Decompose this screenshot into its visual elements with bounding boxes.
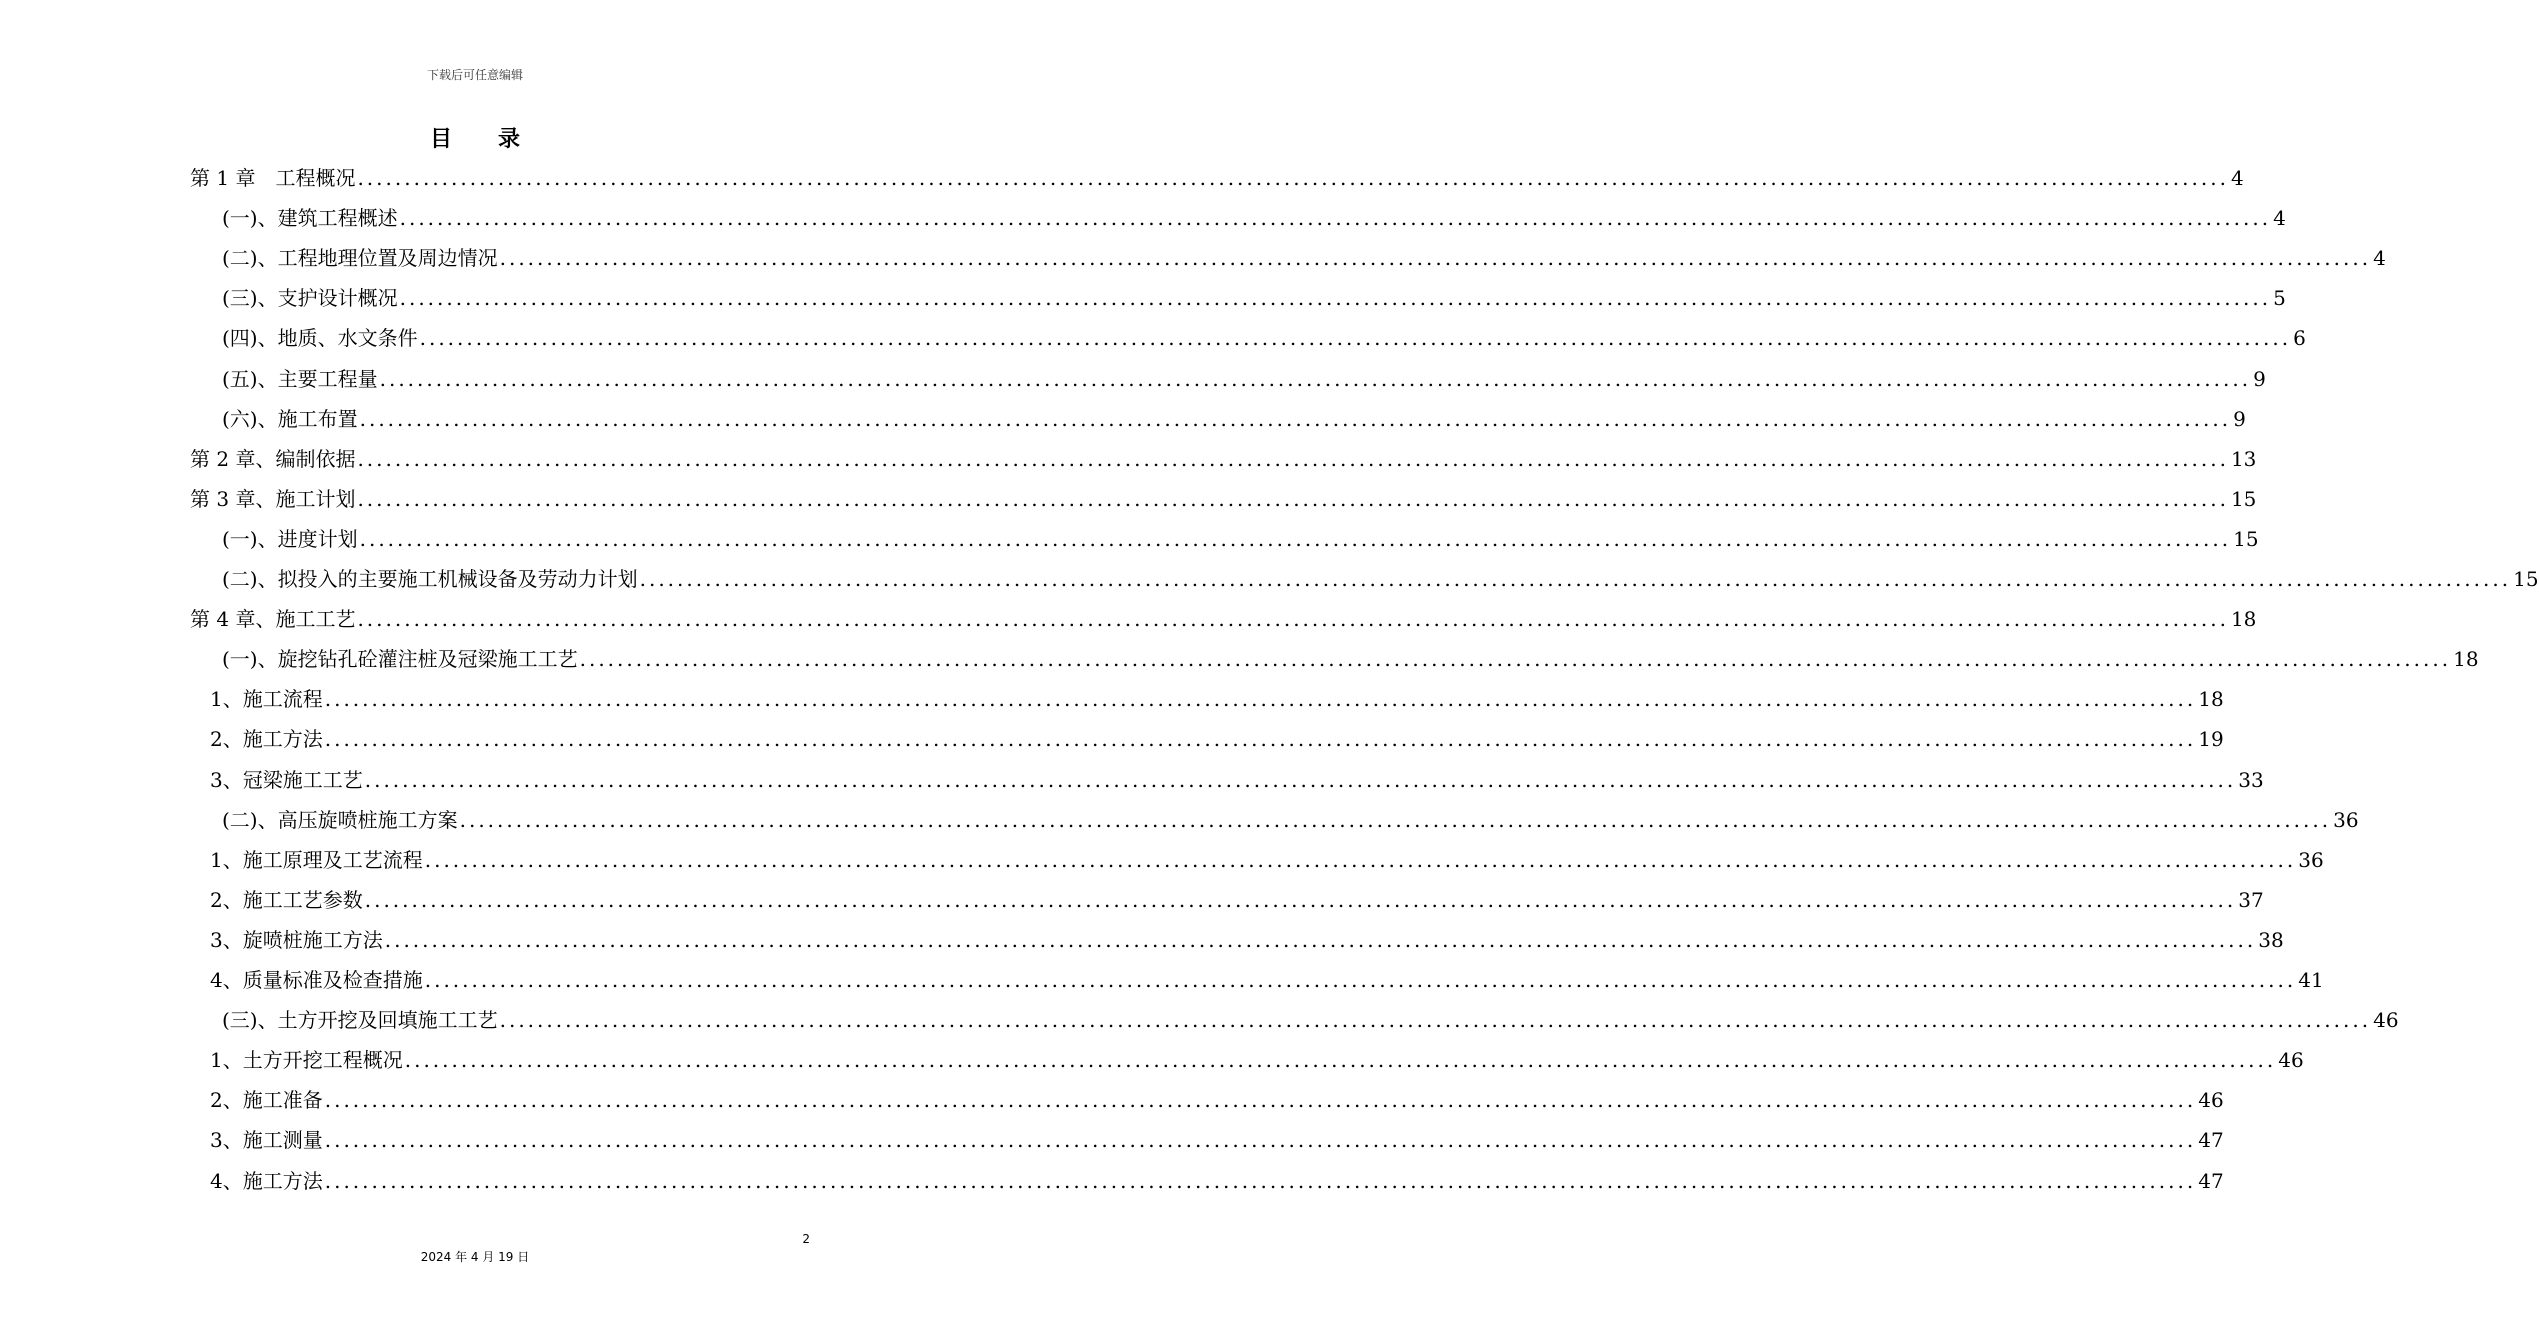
toc-leader-dots: ........................................................................................................................................................................................................ xyxy=(499,246,2372,271)
toc-entry-label: (二)、拟投入的主要施工机械设备及劳动力计划 xyxy=(222,567,638,591)
toc-entry[interactable] xyxy=(190,479,2257,519)
toc-entry-label: (四)、地质、水文条件 xyxy=(222,326,418,351)
toc-entry-label: (五)、主要工程量 xyxy=(222,366,378,391)
toc-entry-label: (六)、施工布置 xyxy=(222,406,358,431)
toc-leader-dots: ........................................................................................................................................................................................................ xyxy=(399,286,2272,311)
toc-entry[interactable] xyxy=(222,318,2306,358)
toc-entry-label: 3、施工测量 xyxy=(210,1128,323,1153)
toc-entry-label: (一)、进度计划 xyxy=(222,526,358,551)
toc-entry[interactable] xyxy=(210,1161,2224,1201)
toc-entry-page: 4 xyxy=(2230,166,2244,190)
toc-entry-label: 2、施工工艺参数 xyxy=(210,887,363,912)
toc-entry-label: 第 4 章、施工工艺 xyxy=(190,607,356,632)
toc-leader-dots: ........................................................................................................................................................................................................ xyxy=(419,326,2292,351)
toc-entry-page: 9 xyxy=(2253,366,2266,391)
toc-entry-label: (二)、高压旋喷桩施工方案 xyxy=(222,807,458,832)
toc-entry-label: 第 3 章、施工计划 xyxy=(190,486,356,511)
toc-entry-label: 1、施工原理及工艺流程 xyxy=(210,847,423,872)
toc-leader-dots: ........................................................................................................................................................................................................ xyxy=(379,366,2252,391)
toc-leader-dots: ........................................................................................................................................................................................................ xyxy=(357,166,2229,190)
toc-leader-dots: ........................................................................................................................................................................................................ xyxy=(499,1008,2372,1033)
page-number: 2 xyxy=(802,1232,810,1246)
toc-entry-page: 4 xyxy=(2273,206,2286,231)
toc-entry-page: 38 xyxy=(2258,927,2284,952)
toc-entry-page: 6 xyxy=(2293,326,2306,351)
toc-entry[interactable] xyxy=(222,639,2479,679)
toc-entry[interactable] xyxy=(222,238,2386,278)
toc-entry[interactable] xyxy=(190,439,2257,479)
toc-leader-dots: ........................................................................................................................................................................................................ xyxy=(357,607,2229,632)
toc-entry[interactable] xyxy=(210,960,2324,1000)
toc-entry-label: 3、旋喷桩施工方法 xyxy=(210,927,383,952)
footer-date: 2024 年 4 月 19 日 xyxy=(420,1250,530,1264)
toc-entry[interactable] xyxy=(210,679,2224,719)
toc-entry[interactable] xyxy=(210,760,2264,800)
toc-entry[interactable] xyxy=(222,278,2286,318)
toc-entry[interactable] xyxy=(210,920,2284,960)
header-note: 下载后可任意编辑 xyxy=(426,68,523,82)
toc-entry-page: 36 xyxy=(2298,847,2324,872)
toc-entry-label: 4、质量标准及检查措施 xyxy=(210,968,423,992)
toc-entry-label: 第 2 章、编制依据 xyxy=(190,446,356,471)
toc-entry[interactable] xyxy=(222,519,2259,559)
toc-leader-dots: ........................................................................................................................................................................................................ xyxy=(324,1168,2197,1193)
toc-entry-label: (三)、土方开挖及回填施工工艺 xyxy=(222,1008,498,1033)
toc-leader-dots: ........................................................................................................................................................................................................ xyxy=(357,486,2229,511)
toc-leader-dots: ........................................................................................................................................................................................................ xyxy=(324,687,2197,712)
toc-leader-dots: ........................................................................................................................................................................................................ xyxy=(639,567,2512,591)
toc-entry-page: 46 xyxy=(2278,1048,2304,1073)
toc-entry[interactable] xyxy=(222,1000,2399,1040)
toc-entry[interactable] xyxy=(190,599,2257,639)
toc-leader-dots: ........................................................................................................................................................................................................ xyxy=(399,206,2272,231)
toc-entry[interactable] xyxy=(210,1040,2304,1080)
toc-leader-dots: ........................................................................................................................................................................................................ xyxy=(357,446,2229,471)
toc-entry-page: 18 xyxy=(2198,687,2224,712)
toc-entry-page: 15 xyxy=(2513,567,2539,591)
toc-leader-dots: ........................................................................................................................................................................................................ xyxy=(459,807,2332,832)
toc-entry-page: 4 xyxy=(2373,246,2386,271)
toc-leader-dots: ........................................................................................................................................................................................................ xyxy=(404,1048,2277,1073)
toc-entry[interactable] xyxy=(222,559,2539,599)
toc-leader-dots: ........................................................................................................................................................................................................ xyxy=(324,727,2197,752)
toc-entry-label: 4、施工方法 xyxy=(210,1168,323,1193)
toc-entry[interactable] xyxy=(222,800,2359,840)
toc-leader-dots: ........................................................................................................................................................................................................ xyxy=(324,1128,2197,1153)
toc-entry-label: (一)、建筑工程概述 xyxy=(222,206,398,231)
toc-entry-label: 2、施工准备 xyxy=(210,1088,323,1113)
toc-entry-label: 2、施工方法 xyxy=(210,727,323,752)
toc-entry-page: 47 xyxy=(2198,1168,2224,1193)
toc-entry-label: (二)、工程地理位置及周边情况 xyxy=(222,246,498,271)
toc-entry-page: 15 xyxy=(2230,486,2257,511)
toc-leader-dots: ........................................................................................................................................................................................................ xyxy=(364,887,2237,912)
toc-entry-page: 46 xyxy=(2373,1008,2399,1033)
toc-leader-dots: ........................................................................................................................................................................................................ xyxy=(359,406,2232,431)
toc-leader-dots: ........................................................................................................................................................................................................ xyxy=(364,767,2237,792)
toc-entry-page: 37 xyxy=(2238,887,2264,912)
toc-entry-label: 第 1 章 工程概况 xyxy=(190,166,356,190)
toc-leader-dots: ........................................................................................................................................................................................................ xyxy=(424,968,2297,992)
toc-entry[interactable] xyxy=(210,880,2264,920)
toc-entry-page: 18 xyxy=(2230,607,2257,632)
toc-entry-page: 41 xyxy=(2298,968,2324,992)
toc-entry-page: 13 xyxy=(2230,446,2257,471)
toc-entry[interactable] xyxy=(210,840,2324,880)
toc-entry-label: 1、施工流程 xyxy=(210,687,323,712)
toc-entry-label: 1、土方开挖工程概况 xyxy=(210,1048,403,1073)
toc-entry[interactable] xyxy=(222,198,2286,238)
toc-leader-dots: ........................................................................................................................................................................................................ xyxy=(579,647,2452,672)
toc-entry[interactable] xyxy=(190,158,2244,198)
toc-entry-label: 3、冠梁施工工艺 xyxy=(210,767,363,792)
toc-entry-page: 47 xyxy=(2198,1128,2224,1153)
toc-entry-page: 46 xyxy=(2198,1088,2224,1113)
toc-title: 目录 xyxy=(429,126,566,152)
toc-entry-label: (三)、支护设计概况 xyxy=(222,286,398,311)
toc-entry-page: 19 xyxy=(2198,727,2224,752)
toc-leader-dots: ........................................................................................................................................................................................................ xyxy=(359,526,2232,551)
toc-entry-page: 5 xyxy=(2273,286,2286,311)
toc-entry[interactable] xyxy=(210,719,2224,759)
toc-entry-page: 15 xyxy=(2233,526,2259,551)
toc-entry[interactable] xyxy=(210,1080,2224,1120)
toc-entry[interactable] xyxy=(222,359,2266,399)
toc-leader-dots: ........................................................................................................................................................................................................ xyxy=(324,1088,2197,1113)
toc-entry-page: 18 xyxy=(2453,647,2479,672)
toc-entry-page: 33 xyxy=(2238,767,2264,792)
toc-leader-dots: ........................................................................................................................................................................................................ xyxy=(424,847,2297,872)
toc-entry[interactable] xyxy=(222,399,2246,439)
toc-entry-page: 9 xyxy=(2233,406,2246,431)
toc-entry-label: (一)、旋挖钻孔砼灌注桩及冠梁施工工艺 xyxy=(222,647,578,672)
toc-entry[interactable] xyxy=(210,1120,2224,1160)
toc-entry-page: 36 xyxy=(2333,807,2359,832)
toc-leader-dots: ........................................................................................................................................................................................................ xyxy=(384,927,2257,952)
